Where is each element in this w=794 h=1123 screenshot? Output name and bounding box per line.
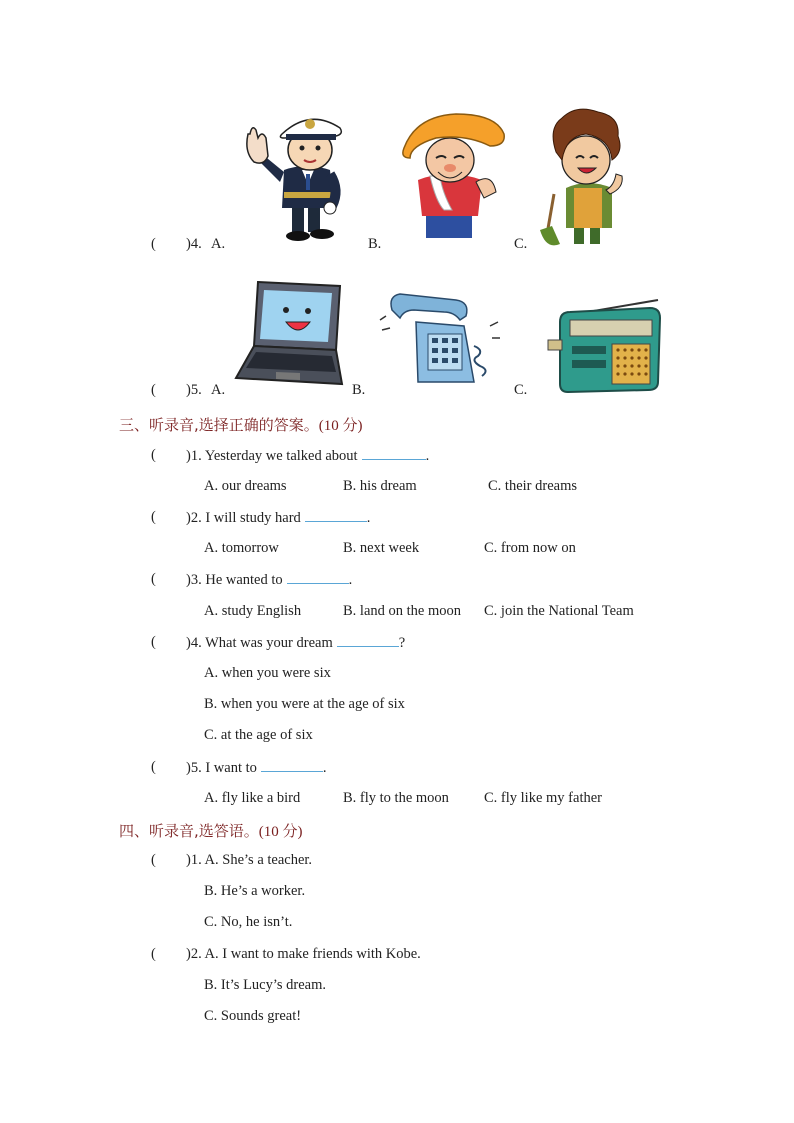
computer-icon (236, 278, 344, 390)
radio-icon (546, 298, 664, 394)
option-b[interactable]: B. next week (343, 540, 420, 556)
option-c[interactable]: C. at the age of six (204, 727, 313, 743)
option-a-label[interactable]: A. (211, 382, 226, 398)
answer-bracket[interactable]: ( (151, 571, 156, 587)
option-b[interactable]: B. when you were at the age of six (204, 696, 405, 712)
option-b[interactable]: B. He’s a worker. (204, 883, 306, 899)
question-number: )2. (186, 946, 202, 962)
answer-blank[interactable] (305, 509, 367, 522)
question-number-label: 5. (190, 382, 202, 398)
question-number (186, 236, 202, 253)
question-stem (186, 447, 429, 465)
question-text: He wanted to (205, 572, 283, 588)
question-tail: . (425, 448, 430, 464)
question-number (186, 382, 202, 399)
option-a[interactable]: A. She’s a teacher. (204, 852, 313, 868)
policeman-icon (240, 108, 350, 244)
telephone-icon (378, 286, 504, 388)
answer-bracket[interactable]: ( (151, 509, 156, 525)
question-tail: . (348, 572, 353, 588)
section-title (119, 414, 363, 435)
answer-blank[interactable] (362, 447, 426, 460)
cleaner-icon (540, 108, 636, 250)
question-number: )4. (186, 635, 202, 651)
question-text: What was your dream (205, 635, 333, 651)
option-b[interactable]: B. land on the moon (343, 603, 462, 619)
option-c[interactable]: C. from now on (484, 540, 576, 556)
question-stem (186, 634, 405, 652)
question-number: )1. (186, 852, 202, 868)
section-points: (10 分) (258, 824, 303, 840)
question-text: Yesterday we talked about (204, 448, 358, 464)
question-stem (186, 571, 352, 589)
question-tail: ? (398, 635, 406, 651)
question-number: )3. (186, 572, 202, 588)
answer-bracket-close: ) (186, 236, 191, 252)
question-tail: . (366, 510, 371, 526)
question-stem (186, 509, 370, 527)
answer-blank[interactable] (287, 571, 349, 584)
question-number: )1. (186, 448, 202, 464)
option-b[interactable]: B. his dream (343, 478, 417, 494)
answer-bracket[interactable]: ( (151, 946, 156, 962)
answer-bracket[interactable]: ( (151, 634, 156, 650)
option-a-label[interactable]: A. (211, 236, 226, 252)
option-a[interactable]: A. fly like a bird (204, 790, 301, 806)
answer-blank[interactable] (261, 759, 323, 772)
question-text: I want to (205, 760, 257, 776)
section-heading: 三、听录音,选择正确的答案。 (119, 416, 319, 434)
option-c[interactable]: C. join the National Team (484, 603, 634, 619)
option-c-label[interactable]: C. (514, 382, 528, 398)
option-c[interactable]: C. their dreams (488, 478, 577, 494)
answer-bracket-open[interactable]: ( (151, 382, 156, 398)
answer-bracket-open[interactable]: ( (151, 236, 156, 252)
option-b[interactable]: B. fly to the moon (343, 790, 449, 806)
answer-bracket[interactable]: ( (151, 759, 156, 775)
answer-bracket[interactable]: ( (151, 447, 156, 463)
option-c[interactable]: C. Sounds great! (204, 1008, 302, 1024)
farmer-icon (396, 112, 506, 240)
answer-bracket-close: ) (186, 382, 191, 398)
option-a[interactable]: A. when you were six (204, 665, 331, 681)
question-text: I will study hard (205, 510, 301, 526)
section-heading: 四、听录音,选答语。 (119, 822, 259, 840)
option-a[interactable]: A. tomorrow (204, 540, 279, 556)
section-title (119, 820, 303, 841)
question-number: )5. (186, 760, 202, 776)
option-b-label[interactable]: B. (368, 236, 382, 252)
option-c[interactable]: C. fly like my father (484, 790, 602, 806)
answer-blank[interactable] (337, 634, 399, 647)
question-stem (186, 759, 327, 777)
option-b[interactable]: B. It’s Lucy’s dream. (204, 977, 327, 993)
section-points: (10 分) (318, 418, 363, 434)
option-b-label[interactable]: B. (352, 382, 366, 398)
question-number: )2. (186, 510, 202, 526)
question-number-label: 4. (190, 236, 202, 252)
option-a[interactable]: A. our dreams (204, 478, 287, 494)
option-c-label[interactable]: C. (514, 236, 528, 252)
question-stem (186, 946, 421, 963)
question-stem (186, 852, 312, 869)
option-a[interactable]: A. study English (204, 603, 302, 619)
answer-bracket[interactable]: ( (151, 852, 156, 868)
option-a[interactable]: A. I want to make friends with Kobe. (204, 946, 421, 962)
question-tail: . (322, 760, 327, 776)
option-c[interactable]: C. No, he isn’t. (204, 914, 293, 930)
